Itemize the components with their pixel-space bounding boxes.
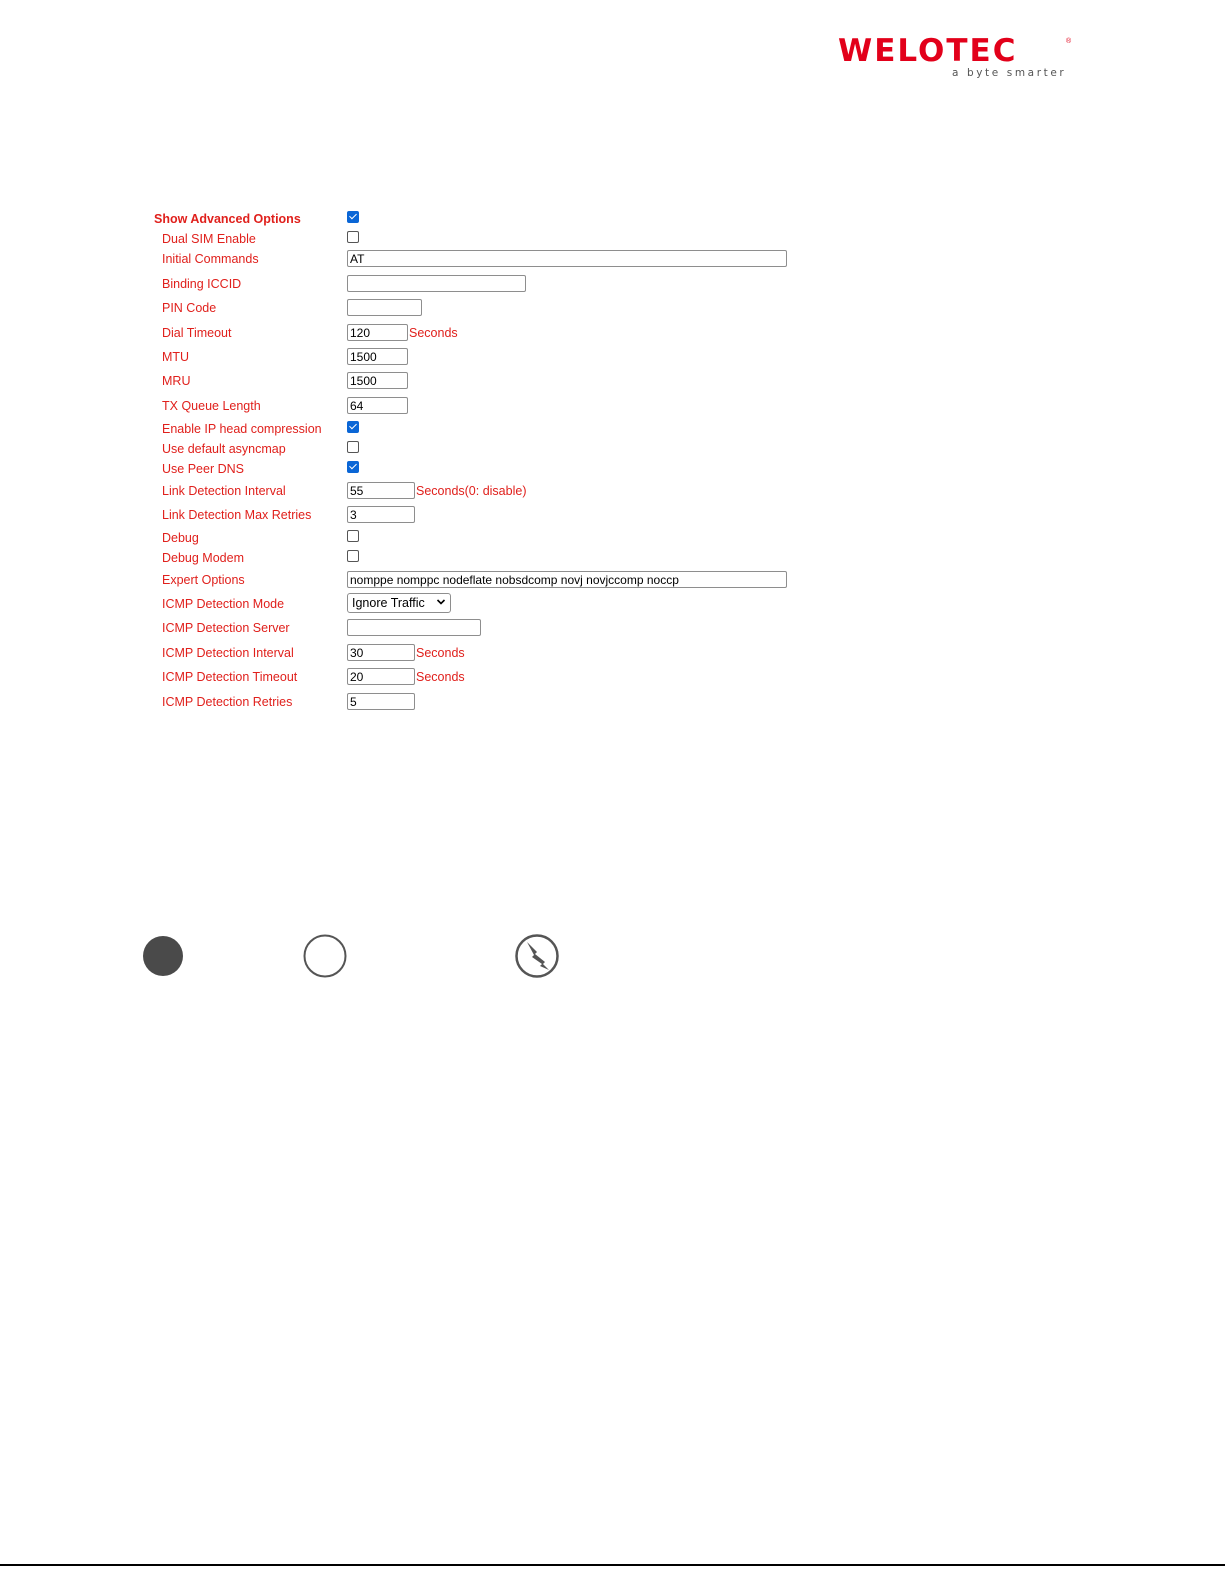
row-initial-commands (146, 250, 796, 270)
initial-commands-label: Initial Commands (162, 252, 259, 266)
row-icmp-retries (146, 693, 796, 713)
pin-code-input[interactable] (347, 299, 422, 316)
logo-wordmark: WELOTEC (838, 33, 1018, 69)
icmp-retries-label: ICMP Detection Retries (162, 695, 293, 709)
expert-options-input[interactable]: nomppe nomppc nodeflate nobsdcomp novj novjccomp noccp (347, 571, 787, 588)
mru-input[interactable]: 1500 (347, 372, 408, 389)
row-icmp-timeout (146, 668, 796, 688)
default-asyncmap-label: Use default asyncmap (162, 442, 286, 456)
welotec-logo (838, 33, 1074, 84)
show-advanced-checkbox[interactable] (347, 211, 359, 223)
row-icmp-server (146, 619, 796, 639)
row-default-asyncmap (146, 440, 796, 460)
dual-sim-checkbox[interactable] (347, 231, 359, 243)
debug-modem-checkbox[interactable] (347, 550, 359, 562)
lightning-warning-icon (514, 933, 560, 979)
icmp-server-input[interactable] (347, 619, 481, 636)
chevron-down-icon (436, 596, 446, 608)
logo-registered-mark: ® (1066, 38, 1072, 45)
link-interval-label: Link Detection Interval (162, 484, 286, 498)
icmp-timeout-input[interactable]: 20 (347, 668, 415, 685)
debug-modem-label: Debug Modem (162, 551, 244, 565)
icmp-server-label: ICMP Detection Server (162, 621, 290, 635)
icmp-retries-input[interactable]: 5 (347, 693, 415, 710)
link-interval-unit: Seconds(0: disable) (416, 484, 527, 498)
dial-timeout-label: Dial Timeout (162, 326, 232, 340)
icmp-interval-unit: Seconds (416, 646, 465, 660)
tx-queue-label: TX Queue Length (162, 399, 261, 413)
tx-queue-input[interactable]: 64 (347, 397, 408, 414)
icmp-interval-input[interactable]: 30 (347, 644, 415, 661)
mtu-label: MTU (162, 350, 190, 364)
dial-timeout-input[interactable]: 120 (347, 324, 408, 341)
pin-code-label: PIN Code (162, 301, 217, 315)
filled-circle-icon (141, 934, 185, 978)
row-mru (146, 372, 796, 392)
advanced-options-form (146, 204, 796, 718)
link-retries-input[interactable]: 3 (347, 506, 415, 523)
icmp-mode-select[interactable] (347, 593, 451, 613)
row-dial-timeout (146, 324, 796, 344)
debug-checkbox[interactable] (347, 530, 359, 542)
logo-tagline: a byte smarter (952, 67, 1067, 79)
peer-dns-checkbox[interactable] (347, 461, 359, 473)
dial-timeout-unit: Seconds (409, 326, 458, 340)
row-icmp-interval (146, 644, 796, 664)
row-link-retries (146, 506, 796, 526)
row-ip-head-compression (146, 420, 796, 440)
row-peer-dns (146, 460, 796, 480)
ip-head-compression-label: Enable IP head compression (162, 422, 322, 436)
ip-head-compression-checkbox[interactable] (347, 421, 359, 433)
row-link-interval (146, 482, 796, 502)
link-interval-input[interactable]: 55 (347, 482, 415, 499)
icmp-mode-selected-value: Ignore Traffic (352, 596, 425, 610)
initial-commands-input[interactable]: AT (347, 250, 787, 267)
row-tx-queue (146, 397, 796, 417)
row-mtu (146, 348, 796, 368)
peer-dns-label: Use Peer DNS (162, 462, 244, 476)
default-asyncmap-checkbox[interactable] (347, 441, 359, 453)
link-retries-label: Link Detection Max Retries (162, 508, 312, 522)
row-expert-options (146, 571, 796, 591)
row-binding-iccid (146, 275, 796, 295)
icmp-timeout-label: ICMP Detection Timeout (162, 670, 298, 684)
empty-circle-icon (302, 933, 348, 979)
row-icmp-mode (146, 595, 796, 615)
footer-divider (0, 1564, 1225, 1566)
mru-label: MRU (162, 374, 191, 388)
show-advanced-label: Show Advanced Options (154, 212, 301, 226)
mtu-input[interactable]: 1500 (347, 348, 408, 365)
binding-iccid-label: Binding ICCID (162, 277, 242, 291)
row-pin-code (146, 299, 796, 319)
icmp-timeout-unit: Seconds (416, 670, 465, 684)
row-debug (146, 529, 796, 549)
row-dual-sim (146, 230, 796, 250)
icmp-interval-label: ICMP Detection Interval (162, 646, 294, 660)
expert-options-label: Expert Options (162, 573, 245, 587)
binding-iccid-input[interactable] (347, 275, 526, 292)
debug-label: Debug (162, 531, 199, 545)
row-debug-modem (146, 549, 796, 569)
row-show-advanced (146, 210, 796, 230)
dual-sim-label: Dual SIM Enable (162, 232, 256, 246)
icmp-mode-label: ICMP Detection Mode (162, 597, 285, 611)
